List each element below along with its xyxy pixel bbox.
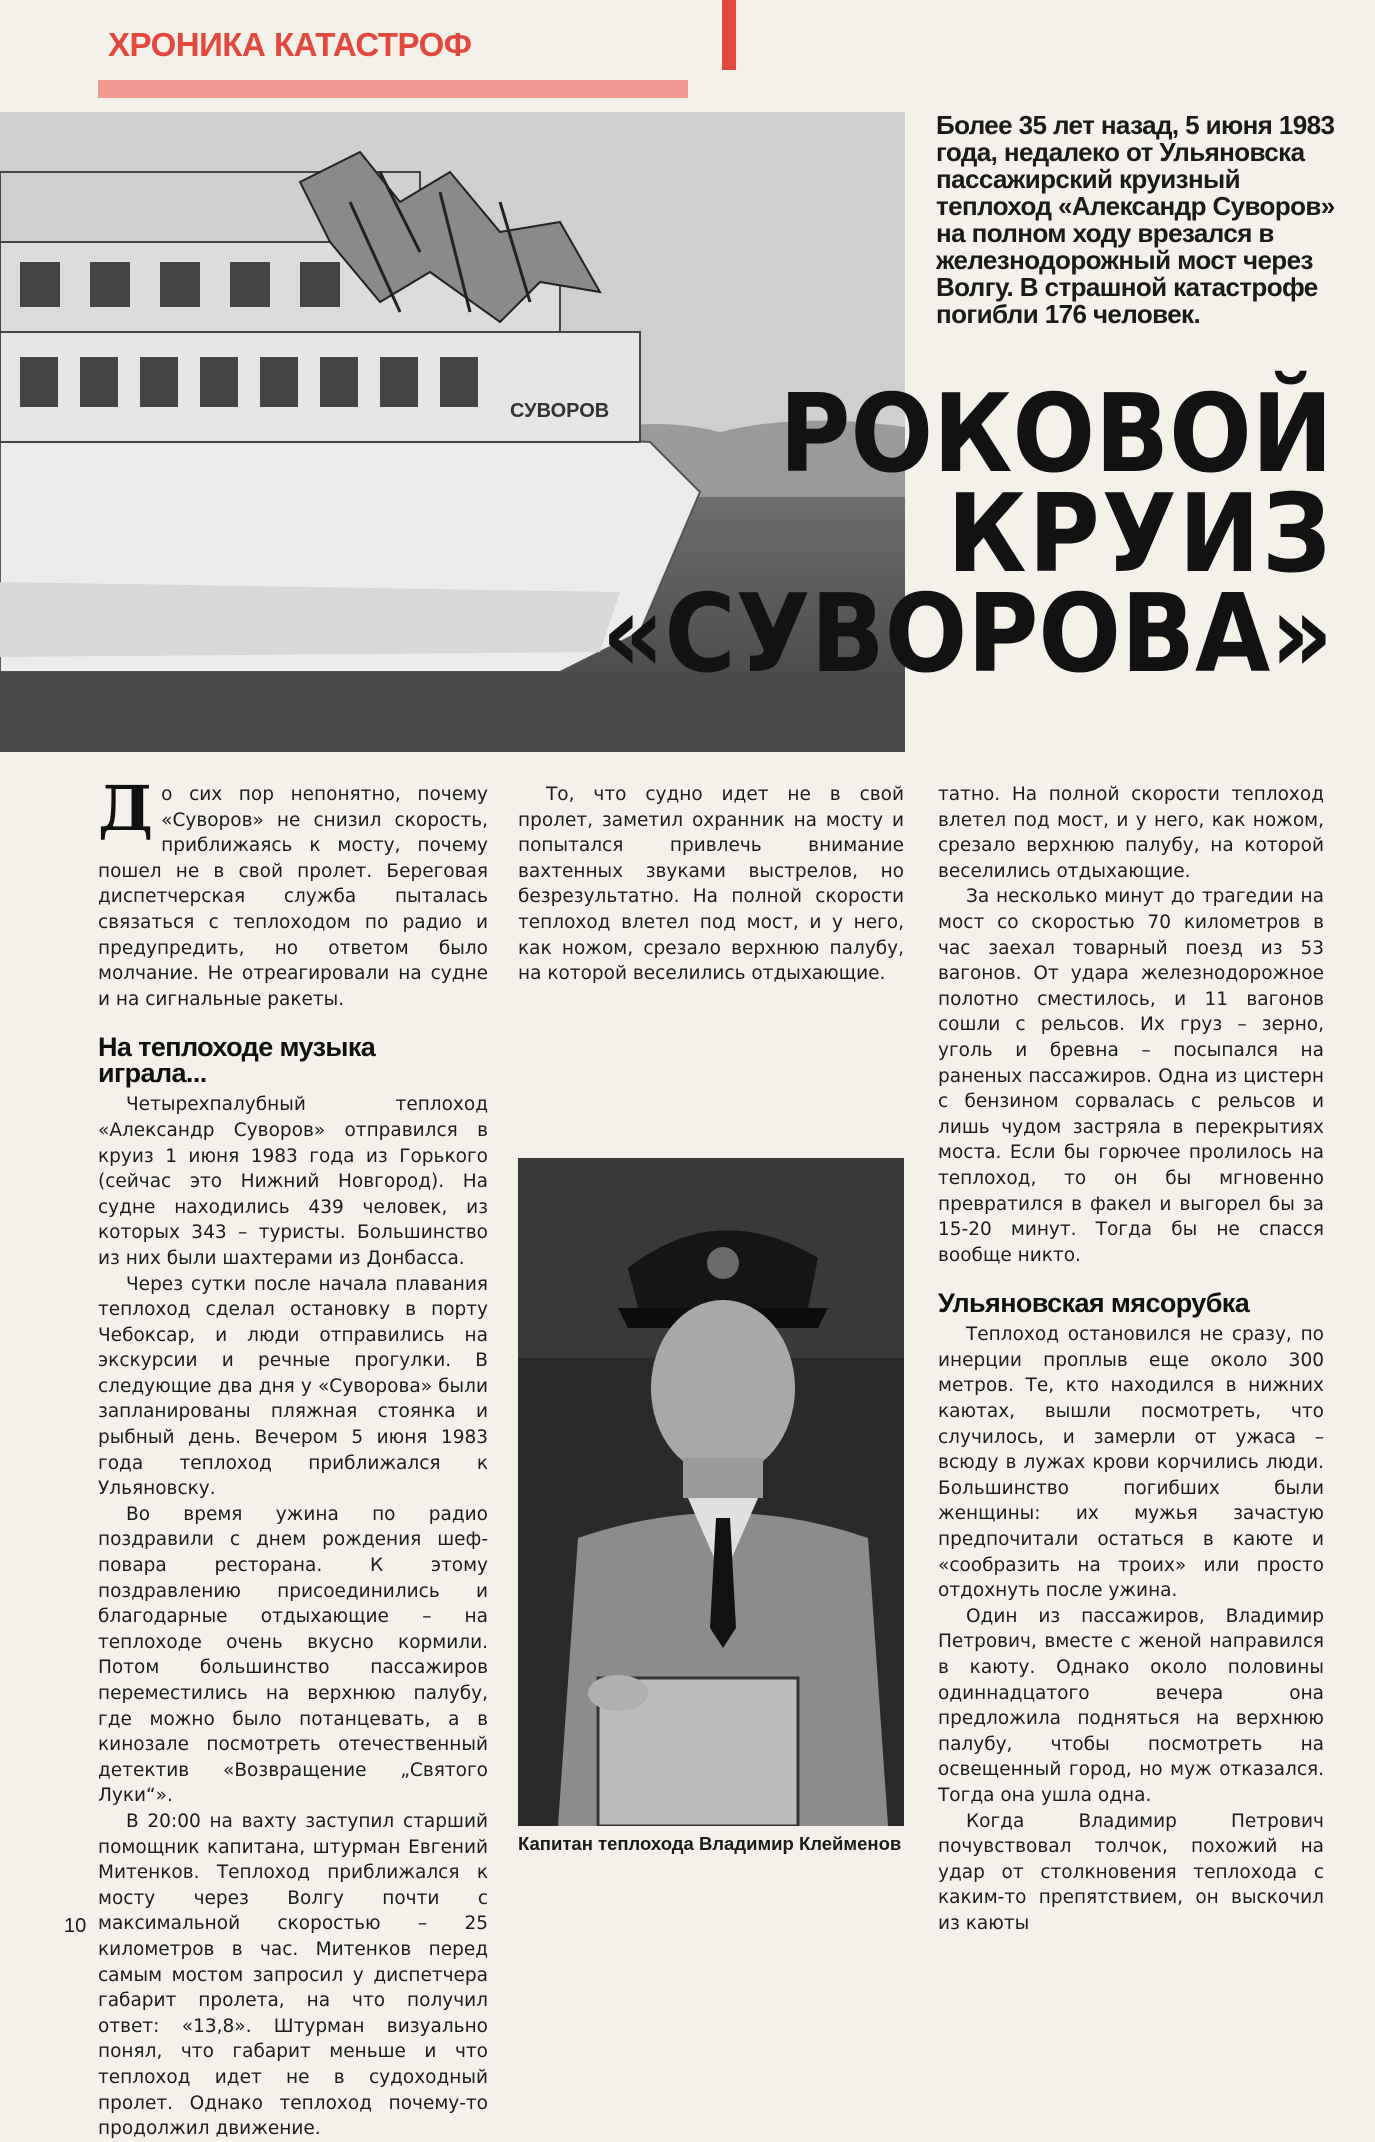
article-paragraph: Когда Владимир Петрович почувствовал толчок, похожий на удар от столкновения теплохода с каким-то препятствием, он выскочил из каюты xyxy=(938,1810,1324,1934)
article-paragraph: Четырехпалубный теплоход «Александр Суворов» отправился в круиз 1 июня 1983 года из Горького (сейчас это Нижний Новгород). На судне находились 439 человек, из которых 343 – туристы. Большинство из них были шахтерами из Донбасса. xyxy=(98,1094,488,1269)
article-paragraph: То, что судно идет не в свой пролет, заметил охранник на мосту и попытался привлечь внимание вахтенных звуками выстрелов, но безрезультатно. На полной скорости теплоход влетел под мост, и у него, как ножом, срезало верхнюю палубу, на которой веселились отдыхающие. xyxy=(518,784,904,985)
article-column-2 xyxy=(518,782,904,1142)
ship-name-text: СУВОРОВ xyxy=(510,400,610,422)
headline xyxy=(601,372,1333,697)
article-paragraph: Теплоход остановился не сразу, по инерции проплыв еще около 300 метров. Те, кто находился в нижних каютах, вышли посмотреть, что случилось, и замерли от ужаса – всюду в лужах крови корчились люди. Большинство погибших были женщины: их мужья зачастую предпочитали остаться в каюте и «сообразить на троих» или просто отдохнуть после ужина. xyxy=(938,1324,1324,1602)
paragraph-text: о сих пор непонятно, почему «Суворов» не снизил скорость, приближаясь к мосту, почему пошел не в свой пролет. Береговая диспетчерская служба пыталась связаться с теплоходом по радио и предупредить, но ответом было молчание. Не отреагировали на судне и на сигнальные ракеты. xyxy=(98,784,488,1010)
article-paragraph: Через сутки после начала плавания теплоход сделал остановку в порту Чебоксар, и люди отправились на экскурсии и речные прогулки. В следующие два дня у «Суворова» были запланированы пляжная стоянка и рыбный день. Вечером 5 июня 1983 года теплоход приближался к Ульяновску. xyxy=(98,1273,488,1500)
photo-caption: Капитан теплохода Владимир Клейменов xyxy=(518,1833,902,1854)
section-rubric: ХРОНИКА КАТАСТРОФ xyxy=(108,26,472,63)
article-column-1 xyxy=(98,772,488,2142)
subheading: На теплоходе музыка играла... xyxy=(98,1032,376,1089)
headline-line-2: КРУИЗ xyxy=(947,472,1333,597)
page-number: 10 xyxy=(64,1915,87,1937)
headline-line-1: РОКОВОЙ xyxy=(779,372,1333,497)
article-paragraph: Один из пассажиров, Владимир Петрович, вместе с женой направился в каюту. Однако около половины одиннадцатого вечера она предложила подняться на верхнюю палубу, чтобы посмотреть на освещенный город, но муж отказался. Тогда она ушла одна. xyxy=(938,1605,1324,1806)
captain-illustration xyxy=(518,1158,904,1826)
article-column-3 xyxy=(938,782,1324,1937)
lead-paragraph: Более 35 лет назад, 5 июня 1983 года, недалеко от Ульяновска пассажирский круизный теплоход «Александр Суворов» на полном ходу врезался в железнодорожный мост через Волгу. В страшной катастрофе погибли 176 человек. xyxy=(936,110,1335,329)
rubric-accent-bar xyxy=(722,0,736,70)
article-paragraph: Во время ужина по радио поздравили с днем рождения шеф-повара ресторана. К этому поздравлению присоединились и благодарные отдыхающие – на теплоходе очень вкусно кормили. Потом большинство пассажиров переместились на верхнюю палубу, где можно было потанцевать, а в кинозале посмотреть отечественный детектив «Возвращение „Святого Луки“». xyxy=(98,1503,488,1807)
rubric-underline xyxy=(98,80,688,98)
headline-line-3: «СУВОРОВА» xyxy=(601,572,1333,697)
article-paragraph: В 20:00 на вахту заступил старший помощник капитана, штурман Евгений Митенков. Теплоход приближался к мосту через Волгу почти с максимальной скоростью – 25 километров в час. Митенков перед самым мостом запросил у диспетчера габарит пролета, на что получил ответ: «13,8». Штурман визуально понял, что габарит меньше и что теплоход идет не в судоходный пролет. Однако теплоход почему-то продолжил движение. xyxy=(98,1810,488,2140)
article-paragraph: татно. На полной скорости теплоход влетел под мост, и у него, как ножом, срезало верхнюю палубу, на которой веселились отдыхающие. xyxy=(938,784,1324,882)
article-paragraph xyxy=(98,772,488,1012)
subheading: Ульяновская мясорубка xyxy=(938,1288,1250,1319)
article-paragraph: За несколько минут до трагедии на мост со скоростью 70 километров в час заехал товарный поезд из 53 вагонов. От удара железнодорожное полотно сместилось, и 11 вагонов сошли с рельсов. Их груз – зерно, уголь и бревна – посыпался на раненых пассажиров. Одна из цистерн с бензином сорвалась с рельсов и лишь чудом застряла в перекрытиях моста. Если бы горючее пролилось на теплоход, то он бы мгновенно превратился в факел и выгорел бы за 15-20 минут. Тогда бы не спасся вообще никто. xyxy=(938,886,1324,1266)
drop-cap: Д xyxy=(98,772,154,845)
captain-photo xyxy=(518,1158,904,1826)
